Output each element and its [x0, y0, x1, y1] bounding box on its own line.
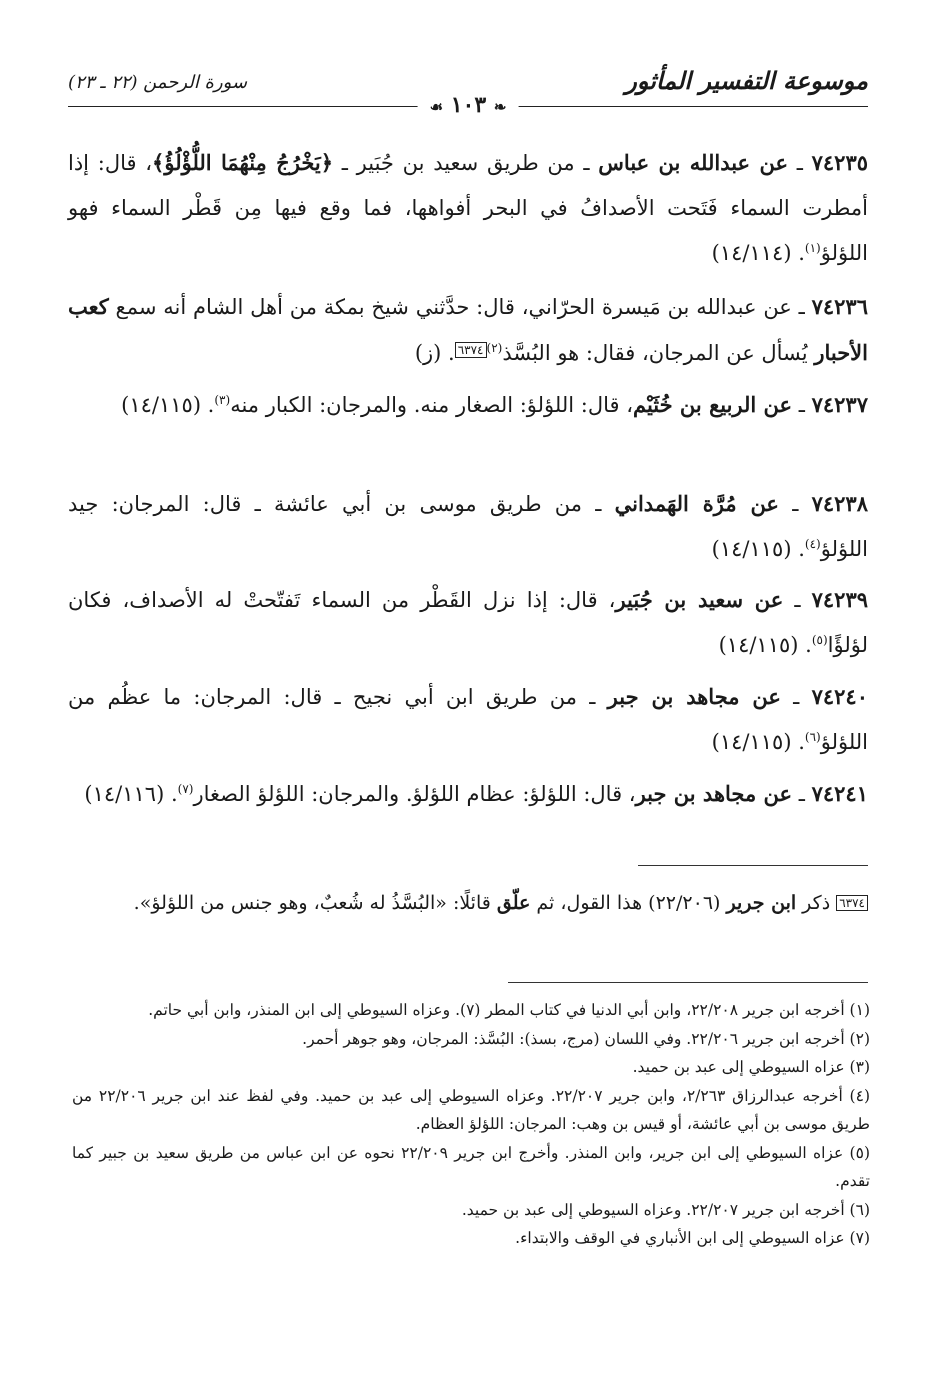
entry-74240: ٧٤٢٤٠ ـ عن مجاهد بن جبر ـ من طريق ابن أبي نجيح ـ قال: المرجان: ما عظُم من اللؤلؤ$^{(٦)}$. (١٤/١١٥) [68, 684, 868, 754]
commentary-ref-box: ٦٣٧٤ [455, 342, 487, 358]
volume-reference: . (١٤/١١٤) [711, 241, 805, 265]
entry-number: ٧٤٢٣٨ [811, 491, 868, 516]
entry-74235: ٧٤٢٣٥ ـ عن عبدالله بن عباس ـ من طريق سعيد بن جُبَير ـ ﴿يَخْرُجُ مِنْهُمَا اللُّؤْلُؤُ﴾، قال: إذا أمطرت السماء فَتَحت الأصدافُ في البحر أفواهها، فما وقع فيها مِن قَطْر السماء فهو اللؤلؤ$^{(١)}$. (١٤/١١٤) [68, 150, 869, 265]
ornament-left-icon: ☙ [429, 98, 444, 116]
book-title: موسوعة التفسير المأثور [625, 66, 868, 95]
footnote-marker: (٦) [804, 730, 821, 744]
footnote-marker: (١) [804, 241, 821, 255]
page-number-group [418, 92, 519, 118]
footnote-4: (٤) أخرجه عبدالرزاق ٢/٢٦٣، وابن جرير ٢٢/٢٠٧. وعزاه السيوطي إلى عبد بن حميد. وفي لفظ عند ابن جرير ٢٢/٢٠٦ من طريق موسى بن أبي عائشة، أو قيس بن وهب: المرجان: اللؤلؤ العظام. [72, 1086, 870, 1133]
entry-74239: ٧٤٢٣٩ ـ عن سعيد بن جُبَير، قال: إذا نزل القَطْر من السماء تَفتّحتْ له الأصداف، فكان لؤلؤًا$^{(٥)}$. (١٤/١١٥) [68, 587, 869, 657]
commentary-text: (٢٢/٢٠٦) هذا القول، ثم [530, 892, 727, 914]
page-number: ١٠٣ [450, 92, 487, 118]
footnote-marker: (٧) [177, 782, 194, 796]
page-header [68, 66, 868, 118]
footnote-5: (٥) عزاه السيوطي إلى ابن جرير، وابن المنذر. وأخرج ابن جرير ٢٢/٢٠٩ نحوه عن ابن عباس من طريق سعيد بن جبير كما تقدم. [72, 1143, 870, 1190]
commentary-note [68, 883, 868, 923]
commentary-ref-box: ٦٣٧٤ [836, 895, 868, 911]
entry-text: ، قال: إذا نزل القَطْر من السماء تَفتّحتْ له الأصداف، فكان لؤلؤًا [68, 588, 868, 657]
footnote-2: (٢) أخرجه ابن جرير ٢٢/٢٠٦. وفي اللسان (مرج، بسذ): البُسَّذ: المرجان، وهو جوهر أحمر. [302, 1029, 870, 1048]
volume-reference: . (١٤/١١٦) [84, 782, 178, 806]
volume-reference: . (١٤/١١٥) [121, 393, 215, 417]
entry-narrator: عن عبدالله بن عباس [598, 150, 788, 175]
entry-narrator: عن الربيع بن خُثَيْم [632, 392, 793, 417]
entry-text: ـ من طريق ابن أبي نجيح ـ قال: المرجان: ما عظُم من اللؤلؤ [68, 685, 868, 754]
quran-verse: ﴿يَخْرُجُ مِنْهُمَا اللُّؤْلُؤُ﴾ [152, 150, 334, 175]
commentary-text: قائلًا: «البُسَّذُ له شُعبٌ، وهو جنس من اللؤلؤ». [133, 892, 497, 914]
entry-74236: ٧٤٢٣٦ ـ عن عبدالله بن مَيسرة الحرّاني، قال: حدَّثني شيخ بمكة من أهل الشام أنه سمع كعب الأحبار يُسأل عن المرجان، فقال: هو البُسَّذ$^{(٢)}$٦٣٧٤. (ز) [68, 294, 868, 365]
commentary-separator [638, 865, 868, 866]
entry-text-continued: يُسأل عن المرجان، فقال: هو البُسَّذ [502, 341, 815, 365]
footnote-marker: (٣) [214, 393, 231, 407]
footnote-marker: (٢) [486, 341, 503, 355]
entry-text: عن عبدالله بن مَيسرة الحرّاني، قال: حدَّثني شيخ بمكة من أهل الشام أنه سمع [108, 295, 792, 319]
entry-narrator: عن مجاهد بن جبر [635, 781, 793, 806]
entry-number: ٧٤٢٣٥ [811, 150, 869, 175]
entry-text: ، قال: اللؤلؤ: عظام اللؤلؤ. والمرجان: اللؤلؤ الصغار [193, 782, 636, 806]
footnote-3: (٣) عزاه السيوطي إلى عبد بن حميد. [632, 1058, 870, 1076]
entry-text: ـ من طريق موسى بن أبي عائشة ـ قال: المرجان: جيد اللؤلؤ [68, 492, 868, 561]
entry-text: ، قال: اللؤلؤ: الصغار منه. والمرجان: الكبار منه [230, 393, 633, 417]
commentary-text: ذكر [796, 892, 837, 914]
volume-reference: . (١٤/١١٥) [718, 633, 812, 657]
ornament-right-icon: ❧ [493, 98, 507, 116]
entry-chain: ـ من طريق سعيد بن جُبَير ـ [333, 151, 599, 175]
entry-74241: ٧٤٢٤١ ـ عن مجاهد بن جبر، قال: اللؤلؤ: عظام اللؤلؤ. والمرجان: اللؤلؤ الصغار$^{(٧)}$. (١٤/١١٦) [84, 781, 868, 806]
surah-title: سورة الرحمن (٢٢ ـ ٢٣) [68, 72, 248, 93]
entry-number: ٧٤٢٣٦ [811, 294, 868, 319]
commentary-author: ابن جرير [726, 892, 797, 914]
entry-74237: ٧٤٢٣٧ ـ عن الربيع بن خُثَيْم، قال: اللؤلؤ: الصغار منه. والمرجان: الكبار منه$^{(٣)}$. (١٤/١١٥) [121, 392, 868, 417]
entry-74238: ٧٤٢٣٨ ـ عن مُرَّة الهَمداني ـ من طريق موسى بن أبي عائشة ـ قال: المرجان: جيد اللؤلؤ$^{(٤)}$. (١٤/١١٥) [68, 491, 868, 561]
volume-reference: . (١٤/١١٥) [711, 537, 805, 561]
footnote-7: (٧) عزاه السيوطي إلى ابن الأنباري في الوقف والابتداء. [515, 1229, 870, 1247]
volume-reference: . (١٤/١١٥) [711, 730, 805, 754]
entry-number: ٧٤٢٤٠ [811, 684, 868, 709]
entry-number: ٧٤٢٤١ [811, 781, 868, 806]
footnote-6: (٦) أخرجه ابن جرير ٢٢/٢٠٧. وعزاه السيوطي إلى عبد بن حميد. [461, 1200, 870, 1219]
entry-narrator: عن سعيد بن جُبَير [615, 587, 784, 612]
footnotes-separator [508, 982, 868, 983]
commentary-verb: علّق [496, 892, 531, 914]
entry-number: ٧٤٢٣٩ [811, 587, 869, 612]
entry-narrator: عن مُرَّة الهَمداني [614, 491, 779, 516]
footnote-marker: (٥) [811, 633, 828, 647]
entry-narrator: عن مجاهد بن جبر [607, 684, 781, 709]
entry-text: ، قال: إذا أمطرت السماء فَتَحت الأصدافُ في البحر أفواهها، فما وقع فيها مِن قَطْر السماء فهو اللؤلؤ [68, 151, 868, 265]
footnote-marker: (٤) [804, 537, 821, 551]
entry-number: ٧٤٢٣٧ [811, 392, 868, 417]
entry-narrator: كعب الأحبار [68, 294, 868, 365]
footnotes [72, 996, 870, 1253]
volume-reference: . (ز) [414, 341, 455, 365]
footnote-1: (١) أخرجه ابن جرير ٢٢/٢٠٨، وابن أبي الدنيا في كتاب المطر (٧). وعزاه السيوطي إلى ابن المنذر، وابن أبي حاتم. [148, 1001, 870, 1019]
